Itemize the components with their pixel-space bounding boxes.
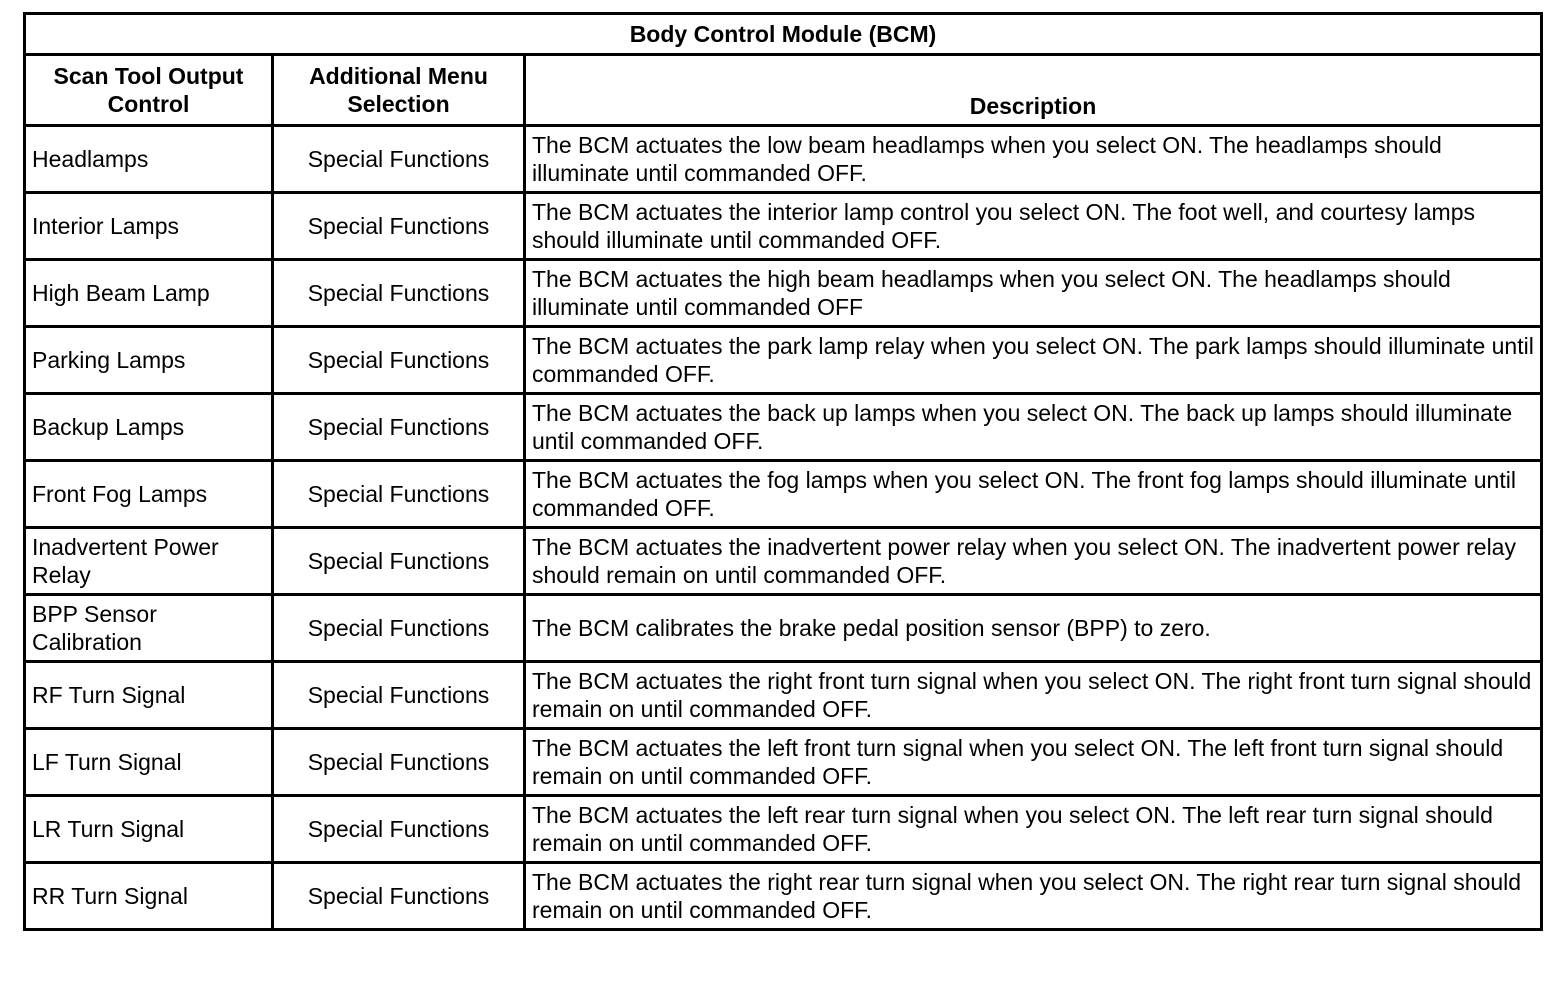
menu-cell: Special Functions xyxy=(273,126,525,193)
menu-cell: Special Functions xyxy=(273,260,525,327)
menu-cell: Special Functions xyxy=(273,796,525,863)
menu-cell: Special Functions xyxy=(273,528,525,595)
menu-cell: Special Functions xyxy=(273,461,525,528)
table-row xyxy=(25,796,1542,863)
control-cell: Interior Lamps xyxy=(25,193,273,260)
table-row xyxy=(25,327,1542,394)
table-title-row xyxy=(25,14,1542,55)
table-row xyxy=(25,662,1542,729)
description-cell: The BCM actuates the back up lamps when you select ON. The back up lamps should illuminate until commanded OFF. xyxy=(525,394,1542,461)
control-cell: Backup Lamps xyxy=(25,394,273,461)
description-cell: The BCM actuates the left front turn signal when you select ON. The left front turn signal should remain on until commanded OFF. xyxy=(525,729,1542,796)
description-cell: The BCM calibrates the brake pedal position sensor (BPP) to zero. xyxy=(525,595,1542,662)
menu-cell: Special Functions xyxy=(273,327,525,394)
menu-cell: Special Functions xyxy=(273,662,525,729)
menu-cell: Special Functions xyxy=(273,729,525,796)
bcm-output-control-table xyxy=(23,12,1543,931)
table-title: Body Control Module (BCM) xyxy=(25,14,1542,55)
header-additional-menu-selection: Additional Menu Selection xyxy=(273,55,525,126)
table-header-row xyxy=(25,55,1542,126)
header-description: Description xyxy=(525,55,1542,126)
control-cell: BPP Sensor Calibration xyxy=(25,595,273,662)
description-cell: The BCM actuates the fog lamps when you select ON. The front fog lamps should illuminate until commanded OFF. xyxy=(525,461,1542,528)
menu-cell: Special Functions xyxy=(273,863,525,930)
control-cell: Headlamps xyxy=(25,126,273,193)
menu-cell: Special Functions xyxy=(273,394,525,461)
control-cell: Parking Lamps xyxy=(25,327,273,394)
control-cell: RF Turn Signal xyxy=(25,662,273,729)
description-cell: The BCM actuates the high beam headlamps when you select ON. The headlamps should illuminate until commanded OFF xyxy=(525,260,1542,327)
menu-cell: Special Functions xyxy=(273,193,525,260)
description-cell: The BCM actuates the right front turn signal when you select ON. The right front turn signal should remain on until commanded OFF. xyxy=(525,662,1542,729)
description-cell: The BCM actuates the left rear turn signal when you select ON. The left rear turn signal should remain on until commanded OFF. xyxy=(525,796,1542,863)
table-row xyxy=(25,863,1542,930)
table-row xyxy=(25,126,1542,193)
description-cell: The BCM actuates the inadvertent power relay when you select ON. The inadvertent power relay should remain on until commanded OFF. xyxy=(525,528,1542,595)
control-cell: Front Fog Lamps xyxy=(25,461,273,528)
control-cell: LR Turn Signal xyxy=(25,796,273,863)
table-row xyxy=(25,394,1542,461)
table-row xyxy=(25,193,1542,260)
table-row xyxy=(25,260,1542,327)
table-row xyxy=(25,528,1542,595)
control-cell: High Beam Lamp xyxy=(25,260,273,327)
menu-cell: Special Functions xyxy=(273,595,525,662)
header-scan-tool-output-control: Scan Tool Output Control xyxy=(25,55,273,126)
control-cell: RR Turn Signal xyxy=(25,863,273,930)
description-cell: The BCM actuates the right rear turn signal when you select ON. The right rear turn signal should remain on until commanded OFF. xyxy=(525,863,1542,930)
table-row xyxy=(25,729,1542,796)
control-cell: Inadvertent Power Relay xyxy=(25,528,273,595)
control-cell: LF Turn Signal xyxy=(25,729,273,796)
table-row xyxy=(25,461,1542,528)
table-row xyxy=(25,595,1542,662)
description-cell: The BCM actuates the park lamp relay when you select ON. The park lamps should illuminate until commanded OFF. xyxy=(525,327,1542,394)
description-cell: The BCM actuates the low beam headlamps when you select ON. The headlamps should illuminate until commanded OFF. xyxy=(525,126,1542,193)
description-cell: The BCM actuates the interior lamp control you select ON. The foot well, and courtesy lamps should illuminate until commanded OFF. xyxy=(525,193,1542,260)
